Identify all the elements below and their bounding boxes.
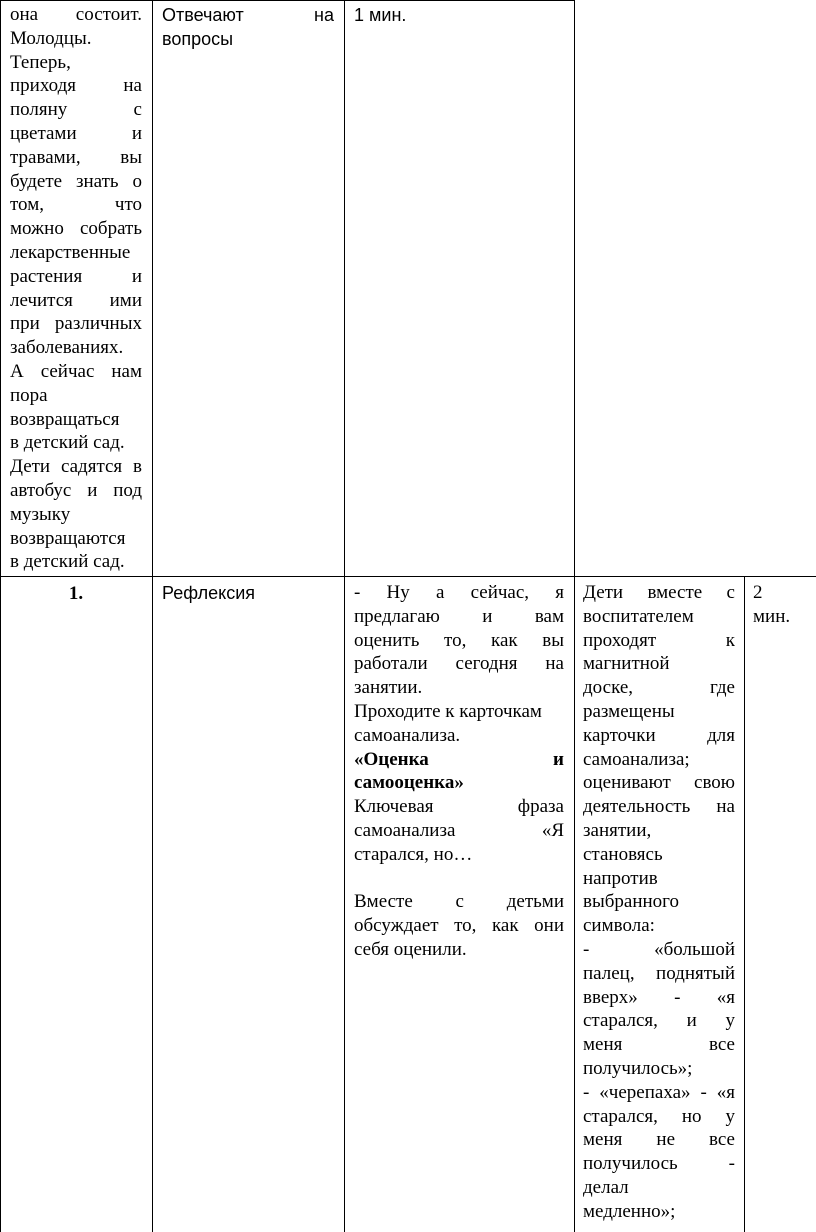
row2-number: 1. [68,583,84,604]
children-activity-line: старался, и у [583,1010,735,1032]
teacher-line: самоанализа. [354,724,461,746]
children-activity-line: выбранного [583,891,679,913]
children-activity-line: вверх» - «я [583,986,735,1008]
teacher-line: занятии. [354,677,423,699]
narrative-line: поляну с [10,99,142,121]
narrative-line: лечится ими [10,289,142,311]
narrative-line: возвращаются [10,527,126,549]
teacher-bold-line: самооценка» [354,772,464,794]
teacher-bold-line: «Оценка и [354,748,564,770]
narrative-line: травами, вы [10,146,142,168]
narrative-line: растения и [10,265,142,287]
narrative-line: Теперь, [10,51,71,73]
paragraph-gap [354,867,564,891]
teacher-line: Проходите к карточкам [354,700,542,722]
time-line: 2 [753,582,763,603]
narrative-line: А сейчас нам [10,360,142,382]
grid-line-col2 [344,0,345,1232]
children-activity-line: Дети вместе с [583,582,735,603]
children-activity-line: палец, поднятый [583,962,735,984]
narrative-line: цветами и [10,122,142,144]
children-activity-line: меня все [583,1034,735,1056]
grid-line-left [0,0,1,1232]
children-activity-line: получилось»; [583,1057,693,1079]
narrative-line: Дети садятся в [10,456,142,478]
children-activity-line: становясь [583,843,663,865]
children-activity-line: проходят к [583,629,735,651]
teacher-line: оценить то, как вы [354,629,564,651]
narrative-line: она состоит. [10,4,142,25]
children-activity-line: - «большой [583,938,735,960]
row2-time-cell [753,581,811,629]
grid-line-col3 [574,0,575,1232]
children-activity-line: медленно»; [583,1200,676,1222]
children-activity-line: деятельность на [583,796,735,818]
teacher-line: обсуждает то, как они [354,915,564,937]
children-activity-line: самоанализа; [583,748,690,770]
teacher-line: предлагаю и вам [354,605,564,627]
row2-stage-name: Рефлексия [162,583,256,603]
narrative-line: при различных [10,313,142,335]
teacher-line: Вместе с детьми [354,891,564,913]
row2-teacher-activity-cell [354,581,564,962]
grid-line-col4 [744,577,745,1232]
children-activity-line: Отвечают на [162,5,334,25]
children-activity-line: вопросы [162,28,234,49]
teacher-line: работали сегодня на [354,653,564,675]
row1-children-activity-cell [162,4,334,52]
children-activity-line: карточки для [583,724,735,746]
teacher-line: самоанализа «Я [354,819,564,841]
children-activity-line: символа: [583,915,655,937]
time-line: 1 мин. [354,5,407,25]
children-activity-line: занятии, [583,819,652,841]
children-activity-line: старался, но у [583,1105,735,1127]
narrative-line: Молодцы. [10,27,92,49]
row2-children-activity-cell [583,581,735,1224]
narrative-line: заболеваниях. [10,337,124,359]
narrative-line: в детский сад. [10,551,125,573]
children-activity-line: воспитателем [583,605,694,627]
narrative-line: возвращаться [10,408,120,430]
narrative-line: автобус и под [10,479,142,501]
children-activity-line: размещены [583,700,675,722]
narrative-line: пора [10,384,48,406]
teacher-line: себя оценили. [354,938,467,960]
children-activity-line: напротив [583,867,658,889]
narrative-line: в детский сад. [10,432,125,454]
narrative-line: можно собрать [10,218,142,240]
narrative-line: том, что [10,194,142,216]
children-activity-line: доске, где [583,677,735,699]
children-activity-line: оценивают свою [583,772,735,794]
narrative-line: музыку [10,503,71,525]
teacher-line: - Ну а сейчас, я [354,582,564,603]
children-activity-line: получилось - [583,1153,735,1175]
narrative-line: приходя на [10,75,142,97]
narrative-line: будете знать о [10,170,142,192]
row1-narrative-cell [10,3,142,574]
time-line: мин. [753,605,791,627]
narrative-line: лекарственные [10,241,131,263]
teacher-line: Ключевая фраза [354,796,564,818]
children-activity-line: делал [583,1176,629,1198]
children-activity-line: - «черепаха» - «я [583,1081,735,1103]
teacher-line: старался, но… [354,843,473,865]
grid-line-col1 [152,0,153,1232]
grid-line-row-divider [0,576,816,577]
children-activity-line: меня не все [583,1129,735,1151]
grid-line-top [0,0,574,1]
children-activity-line: магнитной [583,653,670,675]
row1-time-cell [354,4,564,28]
